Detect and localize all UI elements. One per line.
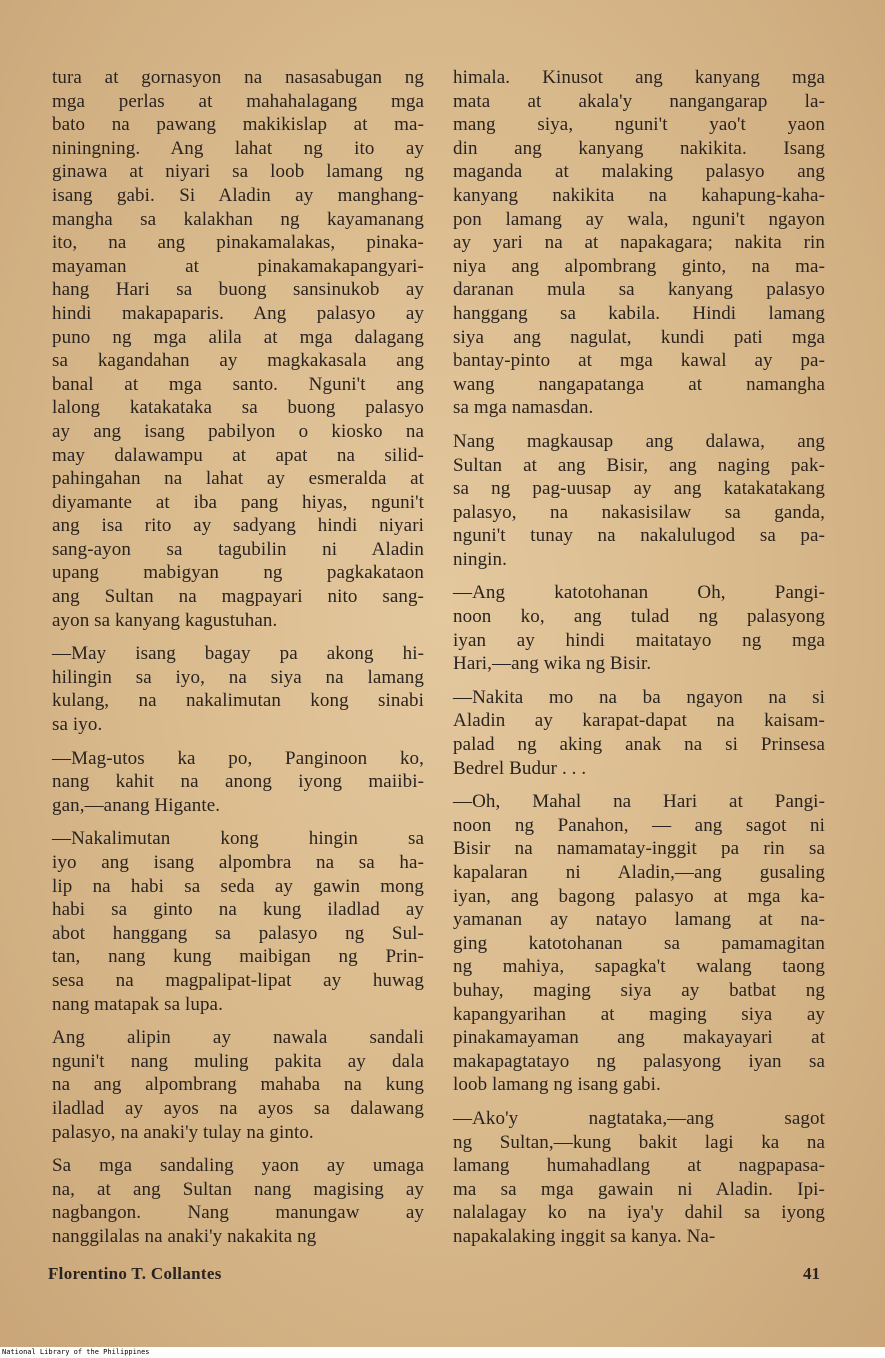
paragraph [52,642,424,736]
text-line: iladlad ay ayos na ayos sa dalawang [52,1097,424,1119]
text-line: gan,—anang Higante. [52,794,221,816]
text-line: sang-ayon sa tagubilin ni Aladin [52,538,424,560]
text-line: tan, nang kung maibigan ng Prin- [52,946,424,968]
text-line: ito, na ang pinakamalakas, pinaka- [52,232,424,254]
text-line: hanggang sa kabila. Hindi lamang [453,302,825,324]
text-line: hilingin sa iyo, na siya na lamang [52,666,424,688]
text-line: sa mga namasdan. [453,397,594,419]
text-line: —May isang bagay pa akong hi- [52,643,424,665]
paragraph [453,430,825,572]
text-line: pinakamayaman ang makayayari at [453,1027,825,1049]
text-line: lalong katakataka sa buong palasyo [52,397,424,419]
text-line: tura at gornasyon na nasasabugan ng [52,67,424,88]
text-line: lip na habi sa seda ay gawin mong [52,875,424,897]
text-line: mangha sa kalakhan ng kayamanang [52,208,424,230]
text-line: nagbangon. Nang manungaw ay [52,1202,424,1224]
text-line: makapagtatayo ng palasyong iyan sa [453,1050,825,1072]
text-line: hindi makapaparis. Ang palasyo ay [52,302,424,324]
text-line: mata at akala'y nangangarap la- [453,90,825,112]
paragraph [52,1026,424,1144]
text-line: palasyo, na nakasisilaw sa ganda, [453,501,825,523]
text-line: bantay-pinto at mga kawal ay pa- [453,350,825,372]
paragraph [453,581,825,675]
text-line: may dalawampu at apat na silid- [52,444,424,466]
text-line: Ang alipin ay nawala sandali [52,1027,424,1049]
text-line: isang gabi. Si Aladin ay manghang- [52,184,424,206]
text-line: ayon sa kanyang kagustuhan. [52,609,278,631]
text-line: kapalaran ni Aladin,—ang gusaling [453,862,825,883]
text-line: puno ng mga alila at mga dalagang [52,326,424,348]
paragraph [52,747,424,818]
text-line: sa kagandahan ay magkakasala ang [52,350,424,372]
text-line: —Oh, Mahal na Hari at Pangi- [453,791,825,813]
text-line: iyo ang isang alpombra na sa ha- [52,852,424,873]
text-line: pon lamang ay wala, nguni't ngayon [453,208,825,230]
page-number: 41 [803,1264,820,1283]
text-line: ng mahiya, sapagka't walang taong [453,956,825,978]
text-line: nang kahit na anong iyong maiibi- [52,771,424,793]
right-text-column [453,66,825,1249]
text-line: wang nangapatanga at namangha [453,373,825,395]
text-line: ningin. [453,548,508,570]
paragraph [453,686,825,780]
text-line: ging katotohanan sa pamamagitan [453,932,825,954]
text-line: ay yari na at napakagara; nakita rin [453,232,825,254]
text-line: nguni't nang muling pakita ay dala [52,1050,424,1072]
text-line: palad ng aking anak na si Prinsesa [453,734,825,756]
text-line: nanggilalas na anaki'y nakakita ng [52,1225,317,1247]
text-line: iyan ay hindi maitatayo ng mga [453,629,825,651]
left-text-column [52,66,424,1249]
paragraph [52,1154,424,1248]
text-line: Nang magkausap ang dalawa, ang [453,430,825,452]
text-line: ay ang isang pabilyon o kiosko na [52,420,424,442]
text-line: habi sa ginto na kung iladlad ay [52,899,424,921]
text-line: na, at ang Sultan nang magising ay [52,1178,424,1200]
text-line: ng Sultan,—kung bakit lagi ka na [453,1131,825,1153]
text-line: Bisir na namamatay-inggit pa rin sa [453,838,825,860]
text-line: Bedrel Budur . . . [453,757,587,779]
text-line: napakalaking inggit sa kanya. Na- [453,1225,716,1247]
text-line: daranan mula sa kanyang palasyo [453,279,825,301]
text-line: —Ang katotohanan Oh, Pangi- [453,582,825,604]
text-line: Sultan at ang Bisir, ang naging pak- [453,454,825,476]
text-line: Aladin ay karapat-dapat na kaisam- [453,710,825,732]
text-line: himala. Kinusot ang kanyang mga [453,67,825,88]
text-line: niya ang alpombrang ginto, na ma- [453,255,825,277]
text-line: noon ng Panahon, — ang sagot ni [453,814,825,836]
text-line: sa ng pag-uusap ay ang katakatakang [453,478,825,500]
text-line: ma sa mga gawain ni Aladin. Ipi- [453,1178,825,1200]
text-line: nang matapak sa lupa. [52,993,223,1015]
text-line: loob lamang ng isang gabi. [453,1074,661,1096]
text-line: mga perlas at mahahalagang mga [52,90,424,112]
text-line: nguni't tunay na nakalulugod sa pa- [453,525,825,547]
text-line: ang isa rito ay sadyang hindi niyari [52,515,424,537]
paragraph [453,1107,825,1249]
text-line: din ang kanyang nakikita. Isang [453,137,825,159]
text-line: hang Hari sa buong sansinukob ay [52,279,424,301]
text-line: bato na pawang makikislap at ma- [52,114,424,136]
text-line: —Mag-utos ka po, Panginoon ko, [52,747,424,769]
text-line: iyan, ang bagong palasyo at mga ka- [453,885,825,907]
text-line: ginawa at niyari sa loob lamang ng [52,161,424,183]
paragraph [52,827,424,1016]
text-line: mang siya, nguni't yao't yaon [453,114,825,136]
text-line: upang mabigyan ng pagkakataon [52,562,424,584]
text-line: ang Sultan na magpayari nito sang- [52,586,424,608]
text-line: diyamante at iba pang hiyas, nguni't [52,491,424,513]
text-line: buhay, maging siya ay batbat ng [453,979,825,1001]
text-line: —Ako'y nagtataka,—ang sagot [453,1107,825,1129]
text-line: Sa mga sandaling yaon ay umaga [52,1155,424,1177]
paragraph [453,66,825,420]
text-line: yamanan ay natayo lamang at na- [453,909,825,931]
text-line: Hari,—ang wika ng Bisir. [453,653,652,675]
paragraph [52,66,424,632]
text-line: palasyo, na anaki'y tulay na ginto. [52,1121,314,1143]
text-line: siya ang nagulat, kundi pati mga [453,326,825,348]
library-credit: National Library of the Philippines [0,1347,885,1358]
text-line: —Nakita mo na ba ngayon na si [453,686,825,708]
text-line: sa iyo. [52,714,103,736]
text-line: kapangyarihan at maging siya ay [453,1003,825,1025]
text-line: pahingahan na lahat ay esmeralda at [52,468,424,490]
text-line: sesa na magpalipat-lipat ay huwag [52,969,424,991]
footer-author: Florentino T. Collantes [48,1264,222,1283]
paragraph [453,790,825,1097]
text-line: nalalagay ko na iya'y dahil sa iyong [453,1202,825,1224]
text-line: kulang, na nakalimutan kong sinabi [52,690,424,712]
text-line: na ang alpombrang mahaba na kung [52,1074,424,1096]
text-line: niningning. Ang lahat ng ito ay [52,137,424,159]
text-line: maganda at malaking palasyo ang [453,161,825,183]
text-line: kanyang nakikita na kahapung-kaha- [453,184,825,206]
text-line: lamang humahadlang at nagpapasa- [453,1155,825,1177]
text-line: banal at mga santo. Nguni't ang [52,373,424,395]
text-line: mayaman at pinakamakapangyari- [52,255,424,277]
text-line: —Nakalimutan kong hingin sa [52,828,424,850]
text-line: noon ko, ang tulad ng palasyong [453,606,825,628]
text-line: abot hanggang sa palasyo ng Sul- [52,922,424,944]
